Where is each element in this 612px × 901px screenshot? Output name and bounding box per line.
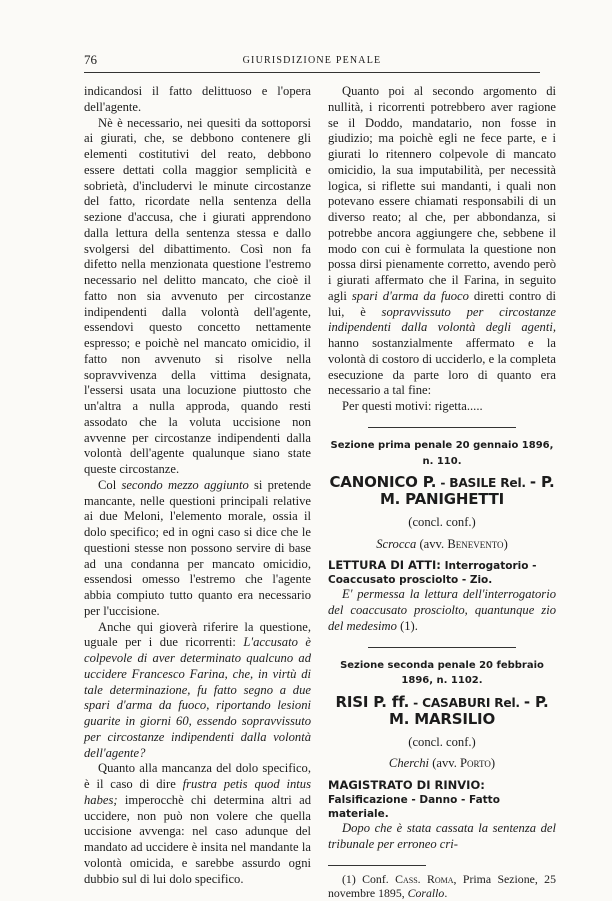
text-run: (1) Conf. [342,871,396,886]
text-run: si pretende mancante, nelle questioni principali relative ai due Meloni, l'elemento morale, ossia il dolo specifico; ed in ogni caso si dice che le questioni stesse non possono servire di base ad una condanna per mancato omicidio, essendosi omesso l'estremo che l'agente abbia compiuto tutto quanto era necessario per l'uccisione. [84,477,311,618]
footnote [328,872,556,901]
session-heading: Sezione prima penale 20 gennaio 1896, n. 110. [330,439,554,467]
italic-run: secondo mezzo aggiunto [121,477,249,492]
paragraph [84,761,311,887]
text-run: hanno sostanzialmente affermato e la volontà di costoro di ucciderlo, e la completa esecuzione da parte loro di quanto era necessario a tal fine: [328,336,556,398]
topic-heading [328,778,556,821]
footnote-divider [328,865,426,866]
italic-run: spari d'arma da fuoco [351,288,469,303]
closing-line: Per questi motivi: rigetta..... [342,399,483,413]
conclusions: (concl. conf.) [408,734,476,749]
conclusions: (concl. conf.) [408,514,476,529]
reporter: - BASILE Rel. [440,476,526,491]
paragraph: Nè è necessario, nei quesiti da sottoporsi ai giurati, che, se debbono contenere gli elementi costitutivi del reato, debbono essere dettati colla maggior semplicità e sobrietà, d'includervi le minute circostanze del fatto, ricordate nella sentenza della sezione d'accusa, che i giurati apprendono dalla lettura della sentenza stessa e dallo svolgersi del dibattimento. Così non fa difetto nella menzionata questione l'estremo necessario nel delitto mancato, che cioè il fatto non sia avvenuto per circostanze indipendenti dalla volontà dell'agente, essendovi questo concetto nettamente espresso; e poichè nel mancato omicidio, il fatto non avvenuto si risolve nella sopravvivenza della vittima designata, l'essersi usata una locuzione piuttosto che un'altra a nulla approda, quando resti assodato che la voluta uccisione non avvenne per circostanze indipendenti dalla volontà dell'agente qualunque siano state queste circostanze. [84,115,311,476]
page-header [84,52,540,73]
text-run: (avv. [419,536,448,551]
maxim-text: E' permessa la lettura dell'interrogatorio del coaccusato prosciolto, quantunque zio del medesimo [328,587,556,633]
text-run: Quanto poi al secondo argomento di nullità, i ricorrenti potrebbero aver ragione se il Doddo, mandatario, non fosse in giudizio; ma poichè egli ne fece parte, e i giurati lo ritennero colpevole di mancato omicidio, la sua imputabilità, per necessità logica, si riflette sui mandanti, i quali non potevano essere chiamati responsabili di un diverso reato; al che, per abbondanza, si potrebbe ancora aggiungere che, sebbene il modo con cui è formulata la questione non possa dirsi pienamente corretto, avendo però i giurati affermato che il Farina, in seguito agli [328,84,556,303]
text-run: , Prima Sezione, 25 novembre 1895, [328,871,556,901]
paragraph [328,84,556,399]
topic-heading [328,558,556,587]
italic-run: frustra petis quod intus habes; [84,777,311,807]
lawyer-name: Porto [460,756,491,771]
lawyer-name: Benevento [447,536,504,551]
maxim [328,587,556,634]
footnote-ref: (1). [400,618,418,633]
text-run: . [444,886,448,901]
prosecutor: - P. M. MARSILIO [388,693,549,728]
party-name: Cherchi [388,756,430,771]
case-parties [328,537,556,553]
paragraph [84,478,311,620]
italic-run: sopravvissuto per circostanze indipendenti dalla volontà degli agenti, [328,304,556,335]
judges-line [328,475,556,509]
maxim-text: Dopo che è stata cassata la sentenza del tribunale per erroneo cri- [328,821,556,851]
maxim [328,821,556,853]
text-run: Col [98,477,122,492]
paragraph: indicandosi il fatto delittuoso e l'opera dell'agente. [84,84,311,114]
italic-run: L'accusato è colpevole di aver determinato qualcuno ad uccidere Francesco Farina, che, in virtù di tale determinazione, fu fatto segno a due spari d'arma da fuoco, riportando lesioni guarite in giorni 60, essendo sopravvissuto per circostanze indipendenti dalla volontà dell'agente? [84,635,312,760]
session-heading: Sezione seconda penale 20 febbraio 1896, n. 1102. [340,659,544,687]
text-run: (avv. [432,756,461,771]
text-run: ) [503,536,508,551]
left-column [84,84,311,887]
text-run: imperocchè chi determina altri ad uccidere, non può non volere che quella uccisione avvenga: nel caso adunque del mandato ad uccidere è insita nel mandante la volontà omicida, e sarebbe assurdo ogni dubbio sul di lui dolo specifico. [84,792,311,886]
text-run: Quanto alla mancanza del dolo specifico, è il caso di dire [84,761,311,791]
president: CANONICO P. [329,473,437,492]
right-column [328,84,556,901]
text-run: diretti contro di lui, è [328,288,556,319]
reporter: - CASABURI Rel. [413,696,520,710]
topic-title: MAGISTRATO DI RINVIO: [328,778,485,792]
paragraph [84,620,311,762]
case-name: Corallo [407,886,445,901]
topic-keywords: Falsificazione - Danno - Fatto materiale. [328,794,500,820]
divider [368,427,516,428]
topic-title: LETTURA DI ATTI: [328,558,441,573]
divider [368,647,516,648]
party-name: Scrocca [376,536,417,551]
court-name: Cass. Roma [395,871,454,886]
prosecutor: - P. M. PANIGHETTI [379,473,555,508]
text-run: ) [490,756,496,771]
running-title: GIURISDIZIONE PENALE [242,55,382,66]
president: RISI P. ff. [335,693,410,711]
case-parties [328,756,556,772]
topic-keywords: Interrogatorio - Coaccusato prosciolto - Zio. [328,560,537,587]
judges-line [328,695,556,729]
page-number: 76 [84,52,97,67]
text-run: Anche qui gioverà riferire la questione, uguale per i due ricorrenti: [84,619,311,650]
